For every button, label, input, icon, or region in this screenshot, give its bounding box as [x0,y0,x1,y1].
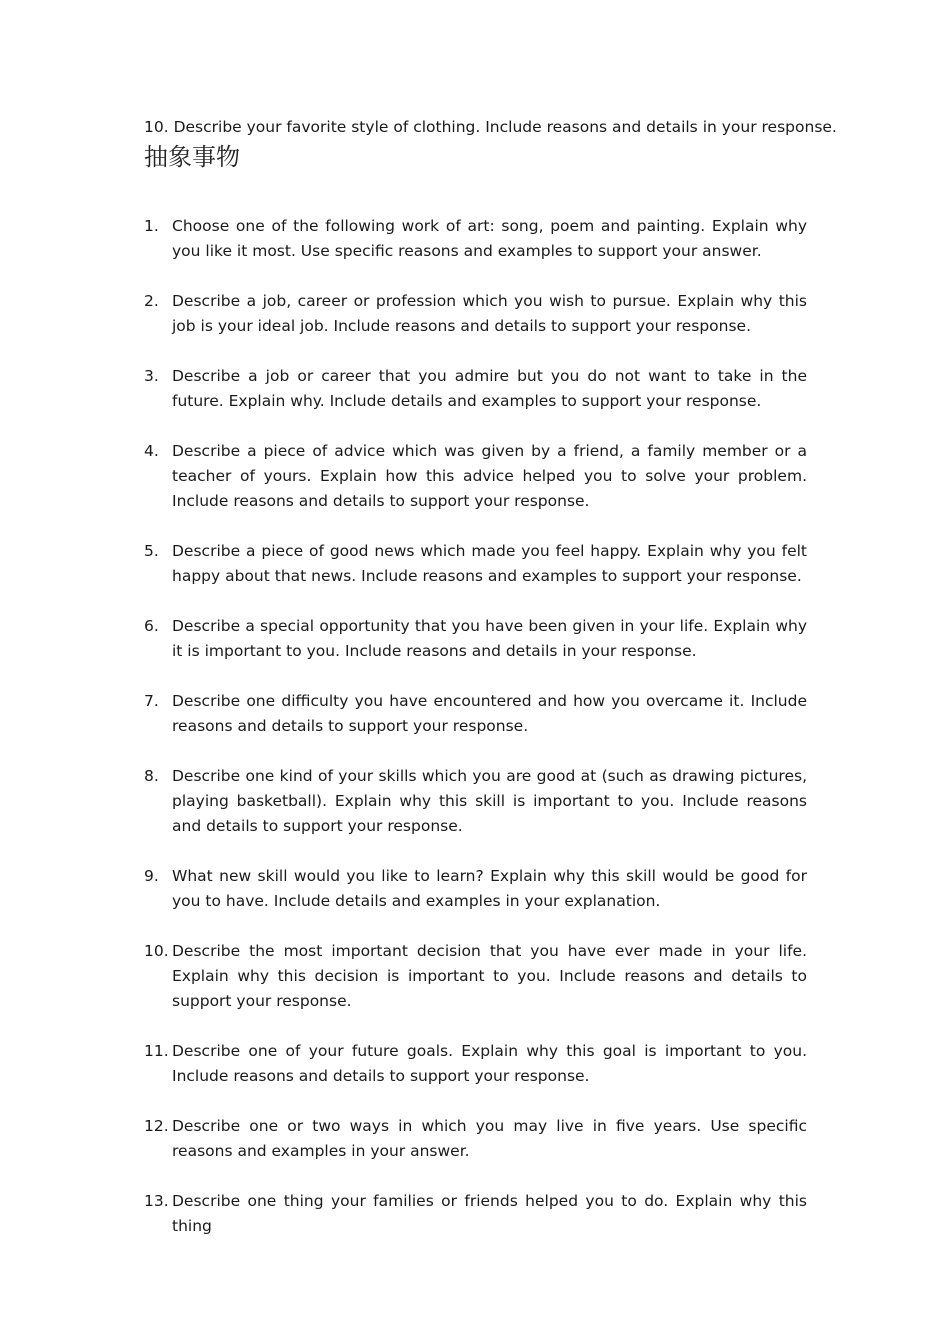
item-number: 4. [144,442,159,460]
list-item [144,764,807,839]
item-text: Choose one of the following work of art: song, poem and painting. Explain why you like it most. Use specific reasons and examples to support your answer. [172,217,807,260]
list-item [144,289,807,339]
item-number: 8. [144,767,159,785]
item-number: 7. [144,692,159,710]
item-text: Describe the most important decision that you have ever made in your life. Explain why this decision is important to you. Include reasons and details to support your response. [172,942,807,1010]
prompt-list [144,214,807,1264]
item-text: Describe a job, career or profession which you wish to pursue. Explain why this job is your ideal job. Include reasons and details to support your response. [172,292,807,335]
item-text: Describe one difficulty you have encountered and how you overcame it. Include reasons and details to support your response. [172,692,807,735]
list-item [144,539,807,589]
list-item [144,364,807,414]
item-text: Describe one kind of your skills which you are good at (such as drawing pictures, playing basketball). Explain why this skill is important to you. Include reasons and details to support your response. [172,767,807,835]
list-item [144,214,807,264]
item-number: 6. [144,617,159,635]
item-number: 12. [144,1117,169,1135]
list-item [144,689,807,739]
item-text: Describe a special opportunity that you have been given in your life. Explain why it is important to you. Include reasons and details in your response. [172,617,807,660]
list-item [144,864,807,914]
item-number: 2. [144,292,159,310]
item-number: 13. [144,1192,169,1210]
item-number: 1. [144,217,159,235]
item-text: Describe a piece of good news which made you feel happy. Explain why you felt happy about that news. Include reasons and examples to support your response. [172,542,807,585]
item-text: Describe one of your future goals. Explain why this goal is important to you. Include reasons and details to support your response. [172,1042,807,1085]
item-text: Describe a piece of advice which was given by a friend, a family member or a teacher of yours. Explain how this advice helped you to solve your problem. Include reasons and details to support your response. [172,442,807,510]
list-item [144,1114,807,1164]
list-item [144,1039,807,1089]
item-text: Describe one thing your families or friends helped you to do. Explain why this thing [172,1192,807,1235]
item-number: 3. [144,367,159,385]
item-text: What new skill would you like to learn? Explain why this skill would be good for you to have. Include details and examples in your explanation. [172,867,807,910]
carry-over-item: 10. Describe your favorite style of clothing. Include reasons and details in your response. [144,118,837,136]
list-item [144,439,807,514]
list-item [144,939,807,1014]
list-item [144,1189,807,1239]
item-text: Describe a job or career that you admire but you do not want to take in the future. Explain why. Include details and examples to support your response. [172,367,807,410]
item-number: 11. [144,1042,169,1060]
section-heading: 抽象事物 [144,143,240,171]
item-number: 10. [144,942,169,960]
list-item [144,614,807,664]
item-number: 9. [144,867,159,885]
item-number: 5. [144,542,159,560]
item-text: Describe one or two ways in which you may live in five years. Use specific reasons and examples in your answer. [172,1117,807,1160]
